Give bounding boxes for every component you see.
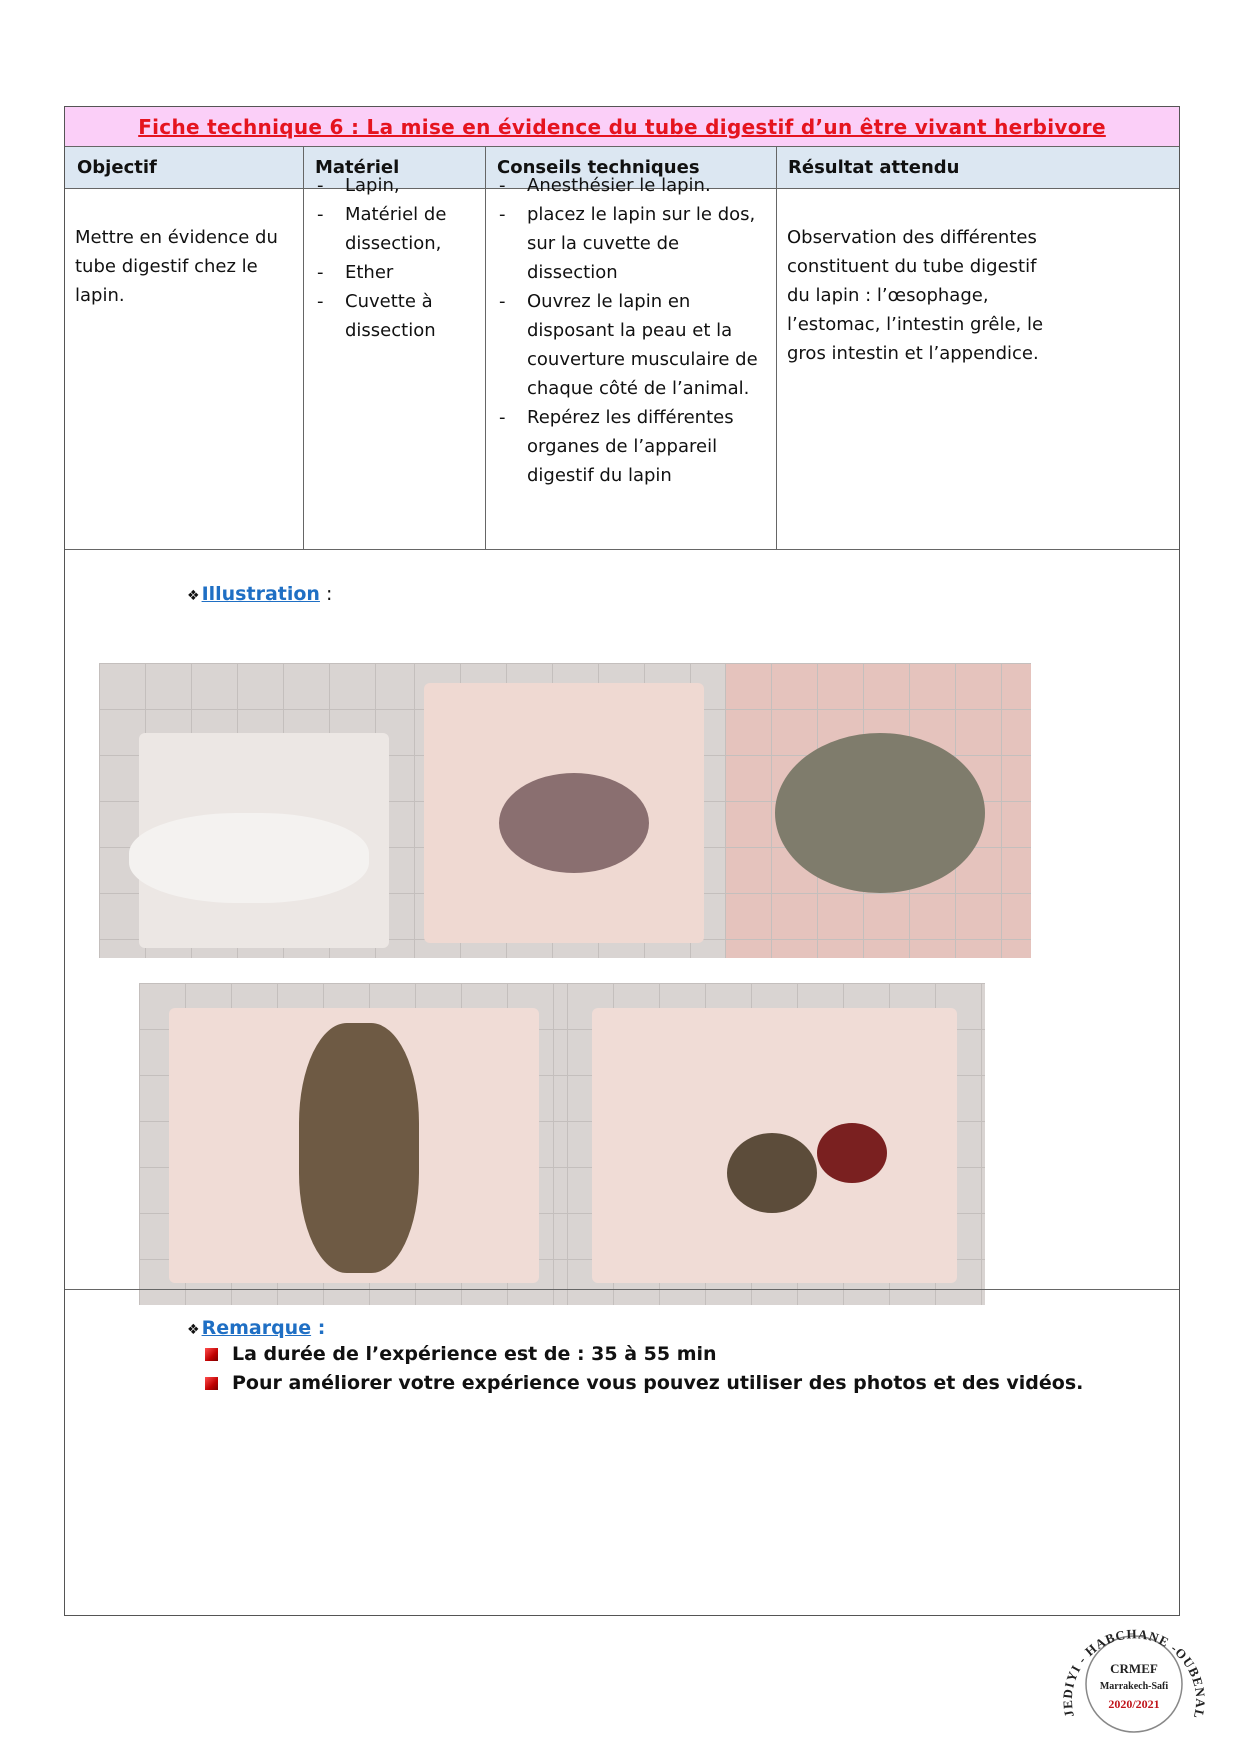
stamp-ring-text: JEDIYI - HABCHANE -OUBENAL (1059, 1626, 1209, 1721)
photo-digestive-organs (567, 983, 985, 1305)
remark-text: La durée de l’expérience est de : 35 à 55 min (232, 1343, 717, 1365)
technical-sheet (64, 106, 1180, 1616)
materiel-item: - Matériel de dissection, (303, 200, 483, 258)
red-square-bullet-icon (205, 1377, 218, 1390)
red-square-bullet-icon (205, 1348, 218, 1361)
remarque-heading (187, 1317, 325, 1339)
row-divider (65, 1289, 1179, 1290)
header-conseils: Conseils techniques (497, 157, 700, 178)
row-divider (65, 549, 1179, 550)
materiel-item: - Ether (303, 258, 483, 287)
stamp-line-1: CRMEF (1110, 1661, 1158, 1676)
sheet-title: Fiche technique 6 : La mise en évidence du tube digestif d’un être vivant herbivore (138, 114, 1106, 139)
header-objectif: Objectif (77, 157, 157, 178)
diamond-bullet-icon: ❖ (187, 588, 200, 604)
remarque-colon: : (311, 1317, 326, 1339)
column-divider (776, 147, 777, 549)
remark-item (205, 1372, 1083, 1394)
photo-rabbit-with-tools (99, 663, 414, 958)
illustration-heading (187, 583, 332, 605)
conseils-item: - Anesthésier le lapin. (485, 171, 771, 200)
materiel-item: - Cuvette à dissection (303, 287, 483, 345)
resultat-text: Observation des différentes constituent du tube digestif du lapin : l’œsophage, l’estomac, l’intestin grêle, le gros intestin et l’appendice. (787, 227, 1044, 364)
illustration-label: Illustration (201, 583, 320, 605)
header-materiel: Matériel (315, 157, 400, 178)
conseils-item: - Repérez les différentes organes de l’appareil digestif du lapin (485, 403, 771, 490)
crmef-stamp (1044, 1596, 1224, 1754)
remark-item (205, 1343, 717, 1365)
stamp-seal (1044, 1596, 1224, 1754)
header-resultat: Résultat attendu (788, 157, 960, 178)
materiel-item: - Lapin, (303, 171, 483, 200)
conseils-item: - placez le lapin sur le dos, sur la cuvette de dissection (485, 200, 771, 287)
illustration-colon: : (319, 583, 333, 605)
objectif-text: Mettre en évidence du tube digestif chez le lapin. (75, 227, 278, 306)
title-row (65, 107, 1179, 147)
remarque-label: Remarque (201, 1317, 312, 1339)
conseils-item: - Ouvrez le lapin en disposant la peau et la couverture musculaire de chaque côté de l’animal. (485, 287, 771, 403)
remark-text: Pour améliorer votre expérience vous pouvez utiliser des photos et des vidéos. (232, 1372, 1084, 1394)
photo-abdomen-intestines (725, 663, 1031, 958)
stamp-line-2: Marrakech-Safi (1099, 1681, 1169, 1692)
conseils-list (485, 171, 771, 490)
photo-digestive-tract-spread (139, 983, 567, 1305)
stamp-line-3: 2020/2021 (1108, 1697, 1160, 1711)
diamond-bullet-icon: ❖ (187, 1322, 200, 1338)
photo-rabbit-skin-opened (414, 663, 725, 958)
materiel-list (303, 171, 483, 345)
